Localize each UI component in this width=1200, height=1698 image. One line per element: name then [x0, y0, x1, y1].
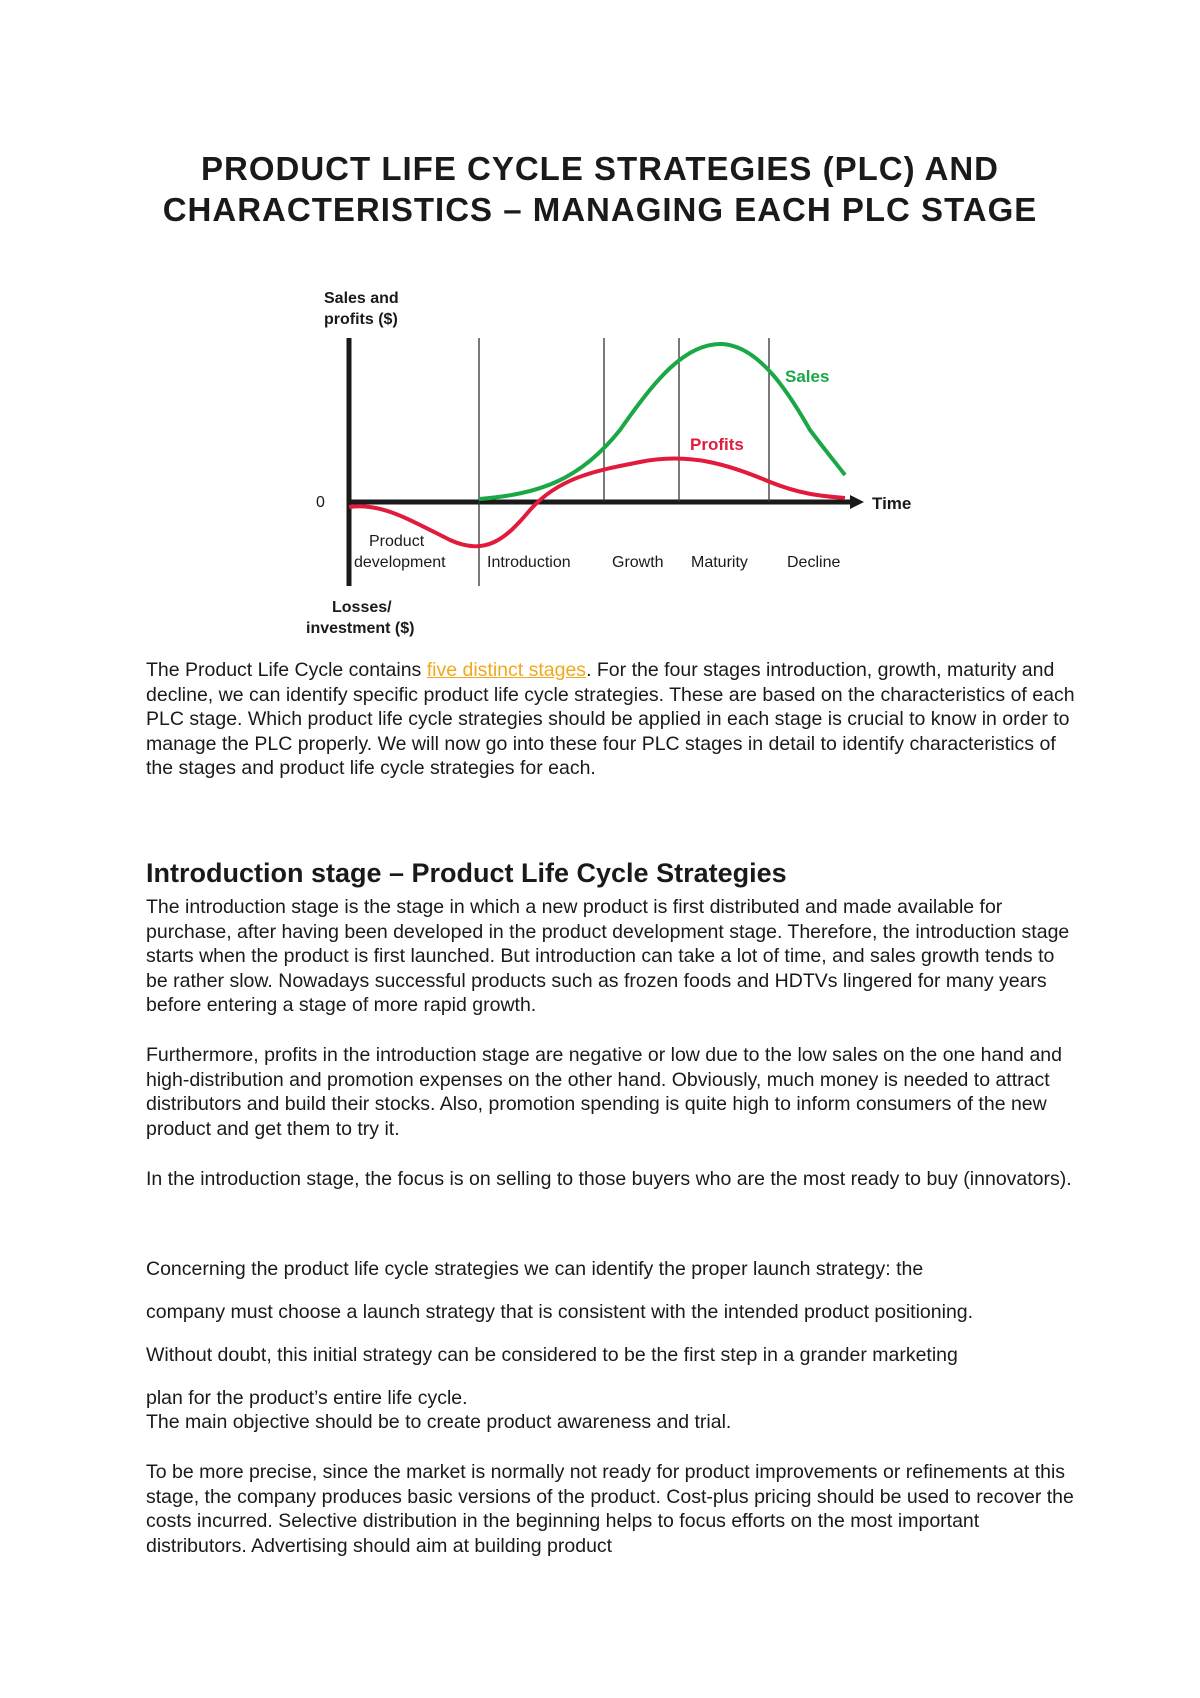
five-stages-link[interactable]: five distinct stages: [426, 659, 587, 681]
paragraph-2: Furthermore, profits in the introduction stage are negative or low due to the low sales on the one hand and high-distribution and promotion expenses on the other hand. Obviously, much money is needed to attract distributors and build their stocks. Also, promotion spending is quite high to inform consumers of the new product and get them to try it.: [146, 1044, 1062, 1140]
zero-label: 0: [316, 494, 325, 511]
time-axis-arrow: [850, 495, 864, 509]
plc-diagram-svg: [290, 280, 930, 650]
profits-label: Profits: [690, 435, 744, 454]
paragraph-4-line-2: company must choose a launch strategy that is consistent with the intended product positioning.: [146, 1301, 974, 1323]
paragraph-4-line-1: Concerning the product life cycle strategies we can identify the proper launch strategy: the: [146, 1258, 924, 1280]
plc-diagram: [290, 280, 930, 650]
paragraph-6: To be more precise, since the market is normally not ready for product improvements or refinements at this stage, the company produces basic versions of the product. Cost-plus pricing should be used to recover the costs incurred. Selective distribution in the beginning helps to focus efforts on the most important distributors. Advertising should aim at building product: [146, 1461, 1074, 1557]
page-title: PRODUCT LIFE CYCLE STRATEGIES (PLC) AND CHARACTERISTICS – MANAGING EACH PLC STAGE: [162, 150, 1038, 228]
paragraph-3: In the introduction stage, the focus is on selling to those buyers who are the most ready to buy (innovators).: [146, 1168, 1072, 1190]
stage-label-growth: Growth: [612, 554, 664, 571]
stage-label-decline: Decline: [787, 554, 841, 571]
section-heading: Introduction stage – Product Life Cycle Strategies: [146, 858, 787, 888]
stage-label-product-development-line1: Product: [369, 533, 425, 550]
y-axis-bottom-label-line2: investment ($): [306, 620, 415, 637]
stage-label-product-development-line2: development: [354, 554, 446, 571]
stage-label-maturity: Maturity: [691, 554, 748, 571]
intro-text-before-link: The Product Life Cycle contains: [146, 659, 427, 681]
paragraph-5: The main objective should be to create product awareness and trial.: [146, 1411, 732, 1433]
time-label: Time: [872, 494, 912, 513]
y-axis-bottom-label-line1: Losses/: [332, 599, 392, 616]
y-axis-top-label-line1: Sales and: [324, 290, 399, 307]
paragraph-4-line-4: plan for the product’s entire life cycle.: [146, 1387, 468, 1409]
stage-label-introduction: Introduction: [487, 554, 571, 571]
intro-paragraph: [146, 658, 1076, 781]
intro-text-after-link: . For the four stages introduction, growth, maturity and decline, we can identify specific product life cycle strategies. These are based on the characteristics of each PLC stage. Which product life cycle strategies should be applied in each stage is crucial to know in order to manage the PLC properly. We will now go into these four PLC stages in detail to identify characteristics of the stages and product life cycle strategies for each.: [146, 659, 1075, 779]
paragraph-4-line-3: Without doubt, this initial strategy can be considered to be the first step in a grander marketing: [146, 1344, 958, 1366]
sales-label: Sales: [785, 367, 830, 386]
y-axis-top-label-line2: profits ($): [324, 311, 398, 328]
paragraph-1: The introduction stage is the stage in which a new product is first distributed and made available for purchase, after having been developed in the product development stage. Therefore, the introduction stage starts when the product is first launched. But introduction can take a lot of time, and sales growth tends to be rather slow. Nowadays successful products such as frozen foods and HDTVs lingered for many years before entering a stage of more rapid growth.: [146, 896, 1070, 1016]
